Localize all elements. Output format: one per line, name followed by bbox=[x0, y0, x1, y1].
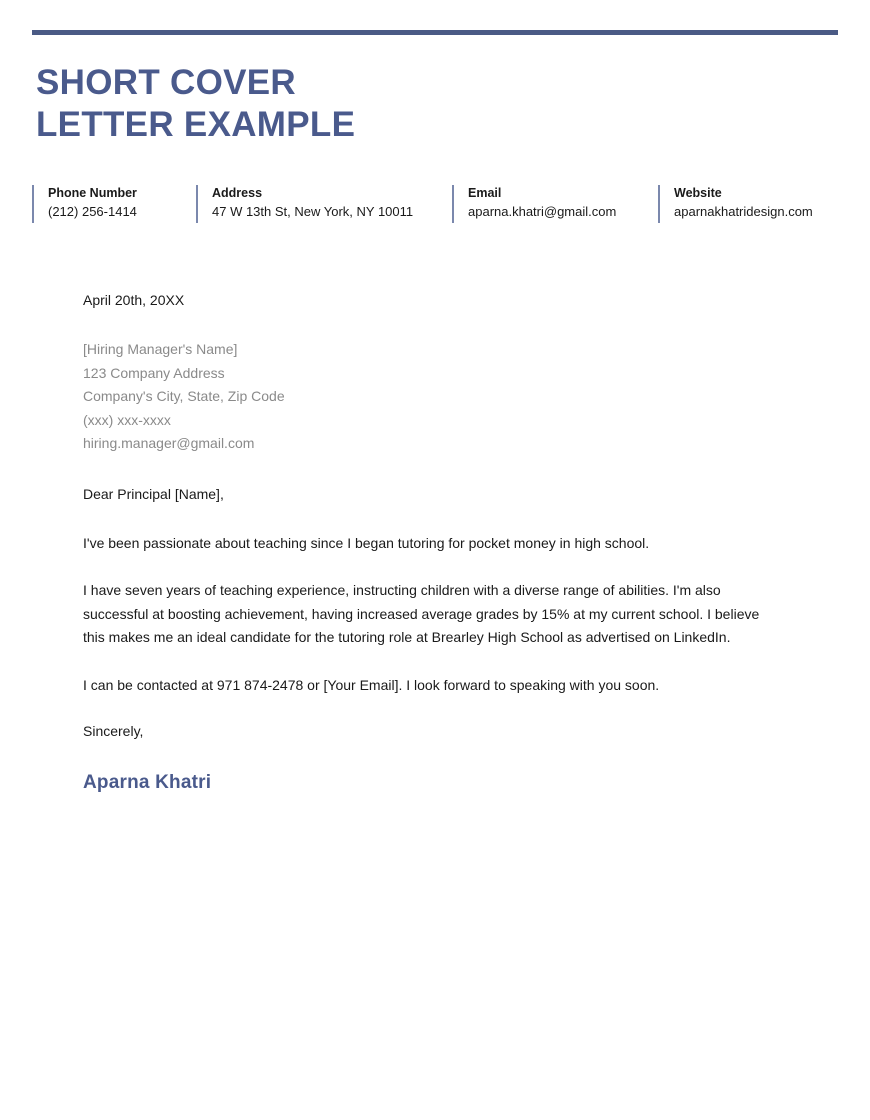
letter-paragraph-3: I can be contacted at 971 874-2478 or [Your Email]. I look forward to speaking with you soon. bbox=[83, 676, 660, 693]
letter-signature: Aparna Khatri bbox=[83, 772, 212, 793]
page-title bbox=[36, 62, 736, 146]
contact-column-website bbox=[658, 185, 838, 223]
letter-paragraph-2: I have seven years of teaching experience, instructing children with a diverse range of abilities. I'm also successful at boosting achievement, having increased average grades by 15% at my current school. I believe this makes me an ideal candidate for the tutoring role at Brearley High School as advertised on LinkedIn. bbox=[83, 582, 760, 645]
letter-body bbox=[83, 290, 783, 795]
contact-value-website: aparnakhatridesign.com bbox=[674, 204, 813, 219]
letter-date: April 20th, 20XX bbox=[83, 292, 185, 308]
page-title-line-2: LETTER EXAMPLE bbox=[36, 105, 356, 144]
recipient-line-city-state-zip: Company's City, State, Zip Code bbox=[83, 388, 285, 404]
page-title-line-1: SHORT COVER bbox=[36, 63, 296, 102]
recipient-line-name: [Hiring Manager's Name] bbox=[83, 341, 238, 357]
contact-value-phone: (212) 256-1414 bbox=[48, 204, 137, 219]
recipient-line-phone: (xxx) xxx-xxxx bbox=[83, 411, 171, 428]
contact-column-address bbox=[196, 185, 452, 223]
contact-column-email bbox=[452, 185, 658, 223]
header-top-rule bbox=[32, 30, 838, 35]
letter-paragraph-1: I've been passionate about teaching since I began tutoring for pocket money in high school. bbox=[83, 534, 650, 551]
letter-salutation: Dear Principal [Name], bbox=[83, 485, 224, 502]
contact-value-email: aparna.khatri@gmail.com bbox=[468, 204, 617, 219]
contact-label-email: Email bbox=[468, 186, 502, 200]
contact-info-bar bbox=[32, 185, 838, 225]
contact-label-website: Website bbox=[674, 186, 722, 200]
contact-label-address: Address bbox=[212, 186, 263, 200]
contact-value-address: 47 W 13th St, New York, NY 10011 bbox=[212, 204, 414, 219]
recipient-line-address: 123 Company Address bbox=[83, 364, 225, 381]
recipient-address-block bbox=[83, 338, 783, 456]
recipient-line-email: hiring.manager@gmail.com bbox=[83, 435, 255, 451]
letter-closing: Sincerely, bbox=[83, 723, 144, 739]
contact-label-phone: Phone Number bbox=[48, 186, 137, 200]
